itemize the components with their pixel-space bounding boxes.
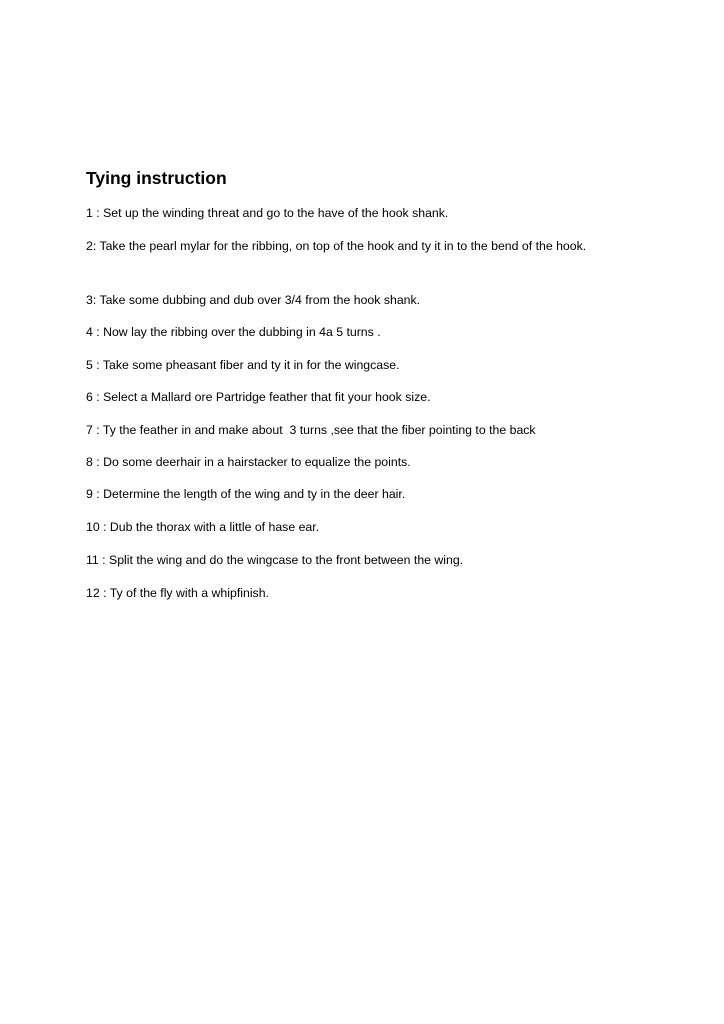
step-11: 11 : Split the wing and do the wingcase to the front between the wing.	[86, 553, 464, 567]
step-12: 12 : Ty of the fly with a whipfinish.	[86, 586, 269, 600]
step-4: 4 : Now lay the ribbing over the dubbing in 4a 5 turns .	[86, 325, 381, 339]
document-title: Tying instruction	[86, 168, 227, 188]
step-2: 2: Take the pearl mylar for the ribbing, on top of the hook and ty it in to the bend of the hook.	[86, 239, 587, 253]
step-10: 10 : Dub the thorax with a little of hase ear.	[86, 520, 320, 534]
step-6: 6 : Select a Mallard ore Partridge feather that fit your hook size.	[86, 390, 431, 404]
step-1: 1 : Set up the winding threat and go to the have of the hook shank.	[86, 206, 449, 220]
step-9: 9 : Determine the length of the wing and ty in the deer hair.	[86, 487, 406, 501]
step-7: 7 : Ty the feather in and make about 3 turns ,see that the fiber pointing to the back	[86, 423, 536, 437]
step-8: 8 : Do some deerhair in a hairstacker to equalize the points.	[86, 455, 411, 469]
step-5: 5 : Take some pheasant fiber and ty it in for the wingcase.	[86, 358, 400, 372]
step-3: 3: Take some dubbing and dub over 3/4 from the hook shank.	[86, 293, 421, 307]
